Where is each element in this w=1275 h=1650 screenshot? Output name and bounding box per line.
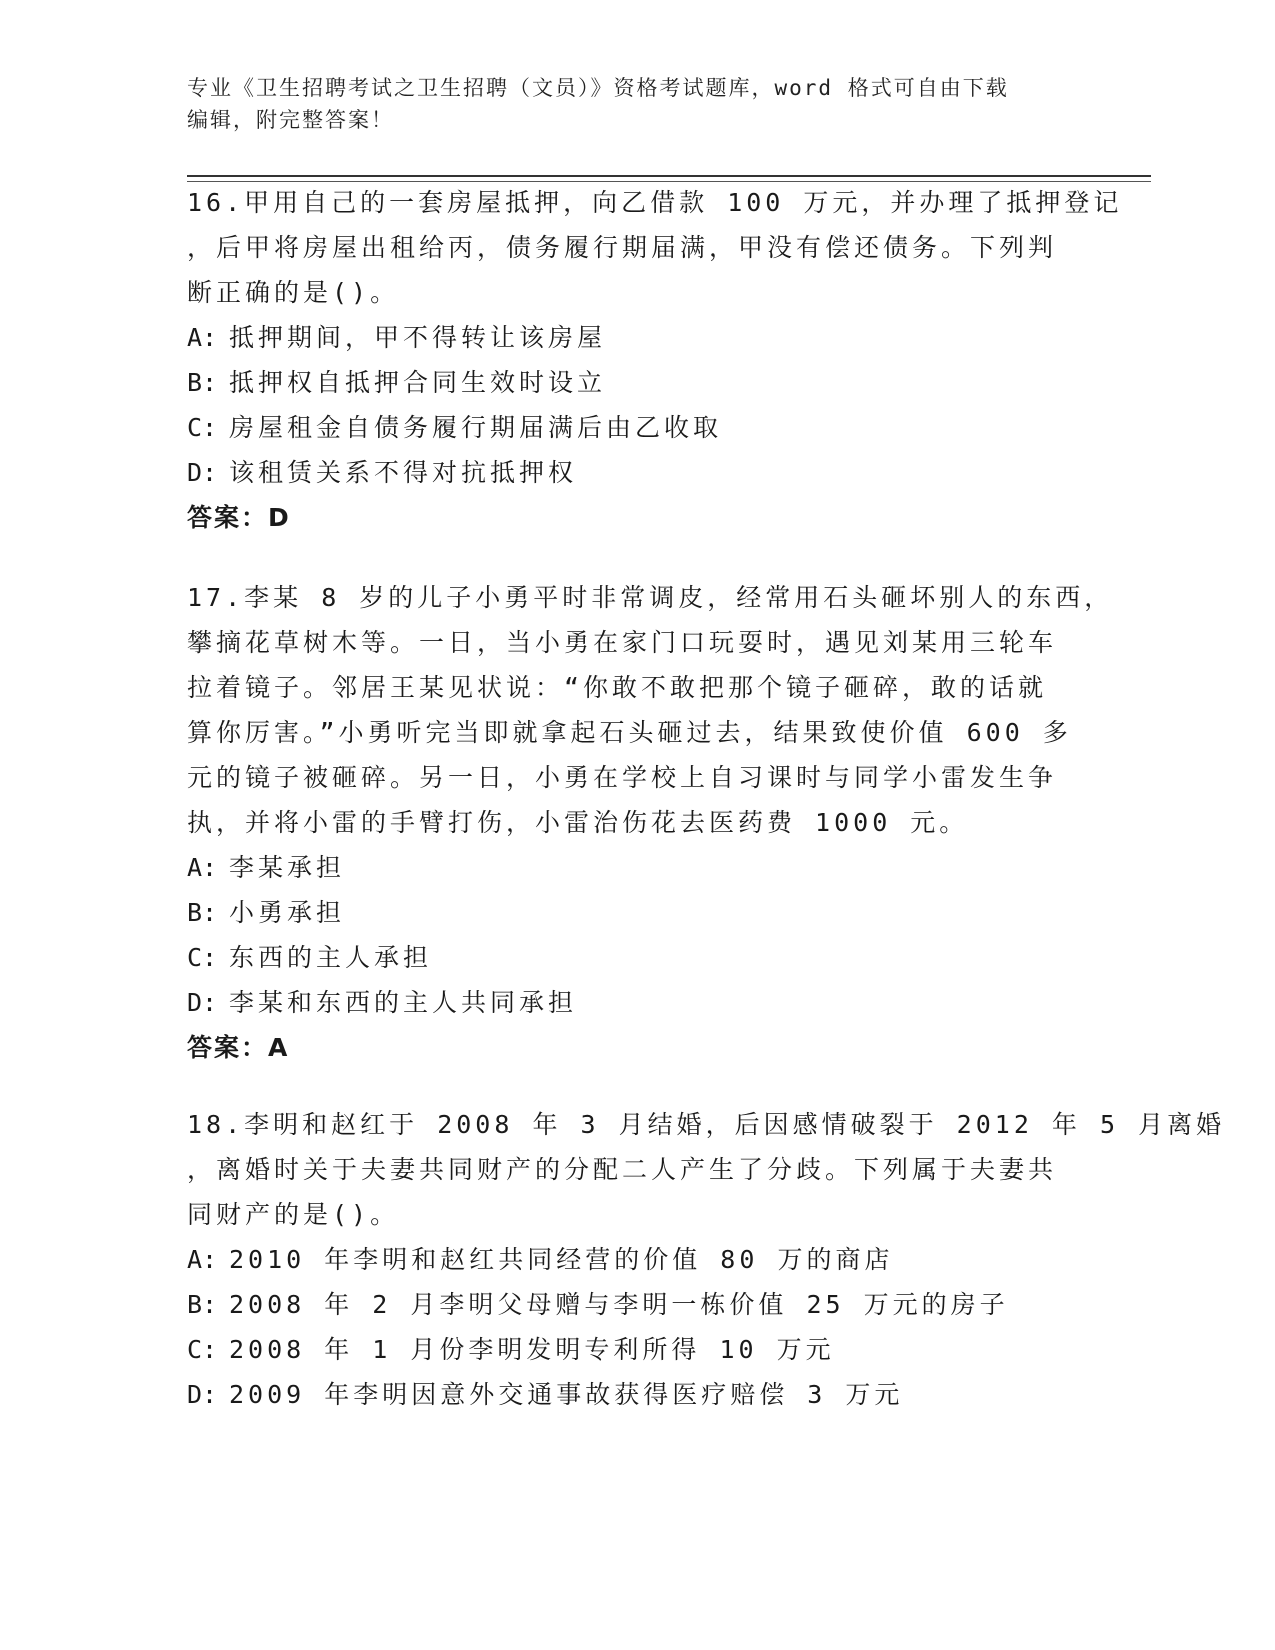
option-letter: A: <box>187 323 218 352</box>
option-letter: A: <box>187 1245 218 1274</box>
question-stem <box>187 1102 1226 1237</box>
option-a <box>187 845 1087 890</box>
header-divider-thick <box>187 175 1151 177</box>
question-line: 算你厉害。”小勇听完当即就拿起石头砸过去，结果致使价值 600 多 <box>187 718 1072 747</box>
option-c <box>187 405 1087 450</box>
question-line: 16.甲用自己的一套房屋抵押，向乙借款 100 万元，并办理了抵押登记 <box>187 188 1123 217</box>
option-letter: A: <box>187 853 218 882</box>
option-text: 2008 年 1 月份李明发明专利所得 10 万元 <box>229 1335 835 1364</box>
question-16 <box>187 180 1123 540</box>
option-c <box>187 935 1087 980</box>
option-letter: D: <box>187 1380 218 1409</box>
option-text: 李某和东西的主人共同承担 <box>229 988 578 1017</box>
option-text: 房屋租金自债务履行期届满后由乙收取 <box>229 413 723 442</box>
option-text: 东西的主人承担 <box>229 943 433 972</box>
question-line: 断正确的是()。 <box>187 278 400 307</box>
option-letter: D: <box>187 988 218 1017</box>
option-text: 该租赁关系不得对抗抵押权 <box>229 458 578 487</box>
option-text: 2008 年 2 月李明父母赠与李明一栋价值 25 万元的房子 <box>229 1290 1009 1319</box>
option-c <box>187 1327 1087 1372</box>
option-letter: C: <box>187 413 218 442</box>
option-letter: B: <box>187 368 218 397</box>
question-line: 17.李某 8 岁的儿子小勇平时非常调皮，经常用石头砸坏别人的东西， <box>187 583 1114 612</box>
option-d <box>187 1372 1087 1417</box>
option-letter: D: <box>187 458 218 487</box>
answer-label: 答案：D <box>187 503 291 532</box>
option-text: 抵押期间，甲不得转让该房屋 <box>229 323 607 352</box>
option-a <box>187 1237 1087 1282</box>
option-d <box>187 450 1087 495</box>
question-line: 执，并将小雷的手臂打伤，小雷治伤花去医药费 1000 元。 <box>187 808 969 837</box>
option-text: 小勇承担 <box>229 898 346 927</box>
option-a <box>187 315 1087 360</box>
document-header <box>187 72 1087 136</box>
option-d <box>187 980 1087 1025</box>
question-17 <box>187 575 1114 1070</box>
option-text: 李某承担 <box>229 853 346 882</box>
header-line-1: 专业《卫生招聘考试之卫生招聘（文员）》资格考试题库，word 格式可自由下载 <box>187 76 1009 100</box>
question-line: ，离婚时关于夫妻共同财产的分配二人产生了分歧。下列属于夫妻共 <box>187 1155 1058 1184</box>
option-b <box>187 890 1087 935</box>
header-line-2: 编辑，附完整答案！ <box>187 108 394 132</box>
option-text: 2009 年李明因意外交通事故获得医疗赔偿 3 万元 <box>229 1380 904 1409</box>
option-letter: B: <box>187 898 218 927</box>
question-18 <box>187 1102 1226 1417</box>
question-stem <box>187 180 1123 315</box>
question-line: ，后甲将房屋出租给丙，债务履行期届满，甲没有偿还债务。下列判 <box>187 233 1058 262</box>
option-letter: C: <box>187 943 218 972</box>
question-line: 元的镜子被砸碎。另一日，小勇在学校上自习课时与同学小雷发生争 <box>187 763 1058 792</box>
question-line: 拉着镜子。邻居王某见状说：“你敢不敢把那个镜子砸碎，敢的话就 <box>187 673 1048 702</box>
option-text: 抵押权自抵押合同生效时设立 <box>229 368 607 397</box>
option-letter: C: <box>187 1335 218 1364</box>
option-b <box>187 1282 1087 1327</box>
question-line: 同财产的是()。 <box>187 1200 400 1229</box>
option-letter: B: <box>187 1290 218 1319</box>
option-text: 2010 年李明和赵红共同经营的价值 80 万的商店 <box>229 1245 894 1274</box>
answer-label: 答案：A <box>187 1033 290 1062</box>
option-b <box>187 360 1087 405</box>
question-line: 18.李明和赵红于 2008 年 3 月结婚，后因感情破裂于 2012 年 5 月离婚 <box>187 1110 1226 1139</box>
question-stem <box>187 575 1114 845</box>
question-line: 攀摘花草树木等。一日，当小勇在家门口玩耍时，遇见刘某用三轮车 <box>187 628 1058 657</box>
